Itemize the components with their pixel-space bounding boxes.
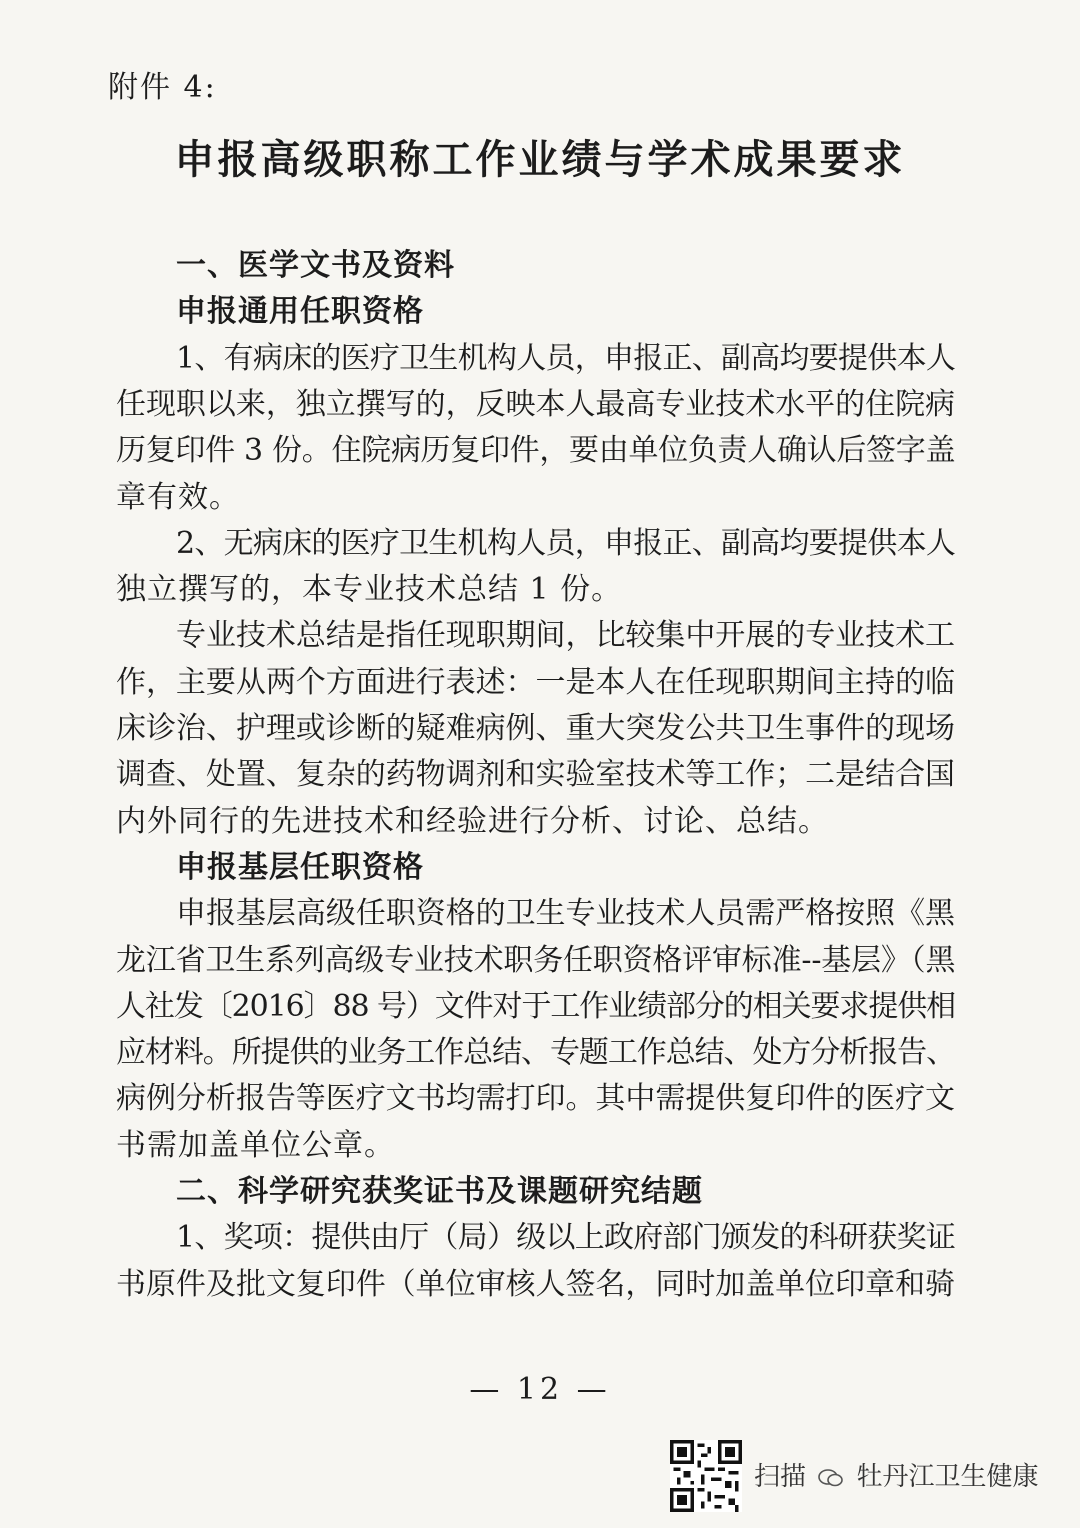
section-heading: 申报基层任职资格 bbox=[176, 849, 424, 885]
body-text-line: 独立撰写的，本专业技术总结 1 份。 bbox=[116, 572, 623, 608]
body-text-line: 章有效。 bbox=[116, 479, 240, 515]
body-text-line: 病例分析报告等医疗文书均需打印。其中需提供复印件的医疗文 bbox=[116, 1081, 955, 1117]
qr-code-icon bbox=[670, 1440, 742, 1512]
body-text-line: 作，主要从两个方面进行表述：一是本人在任现职期间主持的临 bbox=[116, 664, 955, 700]
section-heading: 一、医学文书及资料 bbox=[176, 248, 455, 283]
section-heading: 申报通用任职资格 bbox=[176, 294, 424, 330]
body-text-line: 内外同行的先进技术和经验进行分析、讨论、总结。 bbox=[116, 803, 829, 839]
body-text-line: 2、无病床的医疗卫生机构人员，申报正、副高均要提供本人 bbox=[176, 525, 956, 561]
body-text-line: 人社发〔2016〕88 号）文件对于工作业绩部分的相关要求提供相 bbox=[116, 988, 956, 1024]
footer-scan-text: 扫描 bbox=[754, 1462, 807, 1492]
body-text-line: 历复印件 3 份。住院病历复印件，要由单位负责人确认后签字盖 bbox=[116, 433, 956, 469]
body-text-line: 任现职以来，独立撰写的，反映本人最高专业技术水平的住院病 bbox=[116, 386, 955, 422]
body-text-line: 龙江省卫生系列高级专业技术职务任职资格评审标准--基层》（黑 bbox=[116, 942, 956, 978]
page-title: 申报高级职称工作业绩与学术成果要求 bbox=[174, 137, 906, 183]
footer-account-text: 牡丹江卫生健康 bbox=[856, 1462, 1039, 1492]
body-text-line: 专业技术总结是指任现职期间，比较集中开展的专业技术工 bbox=[176, 618, 955, 654]
body-text-line: 1、奖项：提供由厅（局）级以上政府部门颁发的科研获奖证 bbox=[176, 1220, 956, 1256]
body-text-line: 书原件及批文复印件（单位审核人签名，同时加盖单位印章和骑 bbox=[116, 1266, 955, 1302]
body-text-line: 应材料。所提供的业务工作总结、专题工作总结、处方分析报告、 bbox=[116, 1035, 955, 1071]
section-heading: 二、科学研究获奖证书及课题研究结题 bbox=[176, 1174, 703, 1209]
body-text-line: 调查、处置、复杂的药物调剂和实验室技术等工作；二是结合国 bbox=[116, 757, 955, 793]
page-number: — 12 — bbox=[469, 1372, 611, 1407]
body-text-line: 申报基层高级任职资格的卫生专业技术人员需严格按照《黑 bbox=[176, 896, 955, 932]
body-text-line: 书需加盖单位公章。 bbox=[116, 1127, 395, 1163]
attachment-label: 附件 4: bbox=[108, 70, 217, 105]
wechat-icon bbox=[818, 1468, 844, 1488]
body-text-line: 1、有病床的医疗卫生机构人员，申报正、副高均要提供本人 bbox=[176, 340, 956, 376]
body-text-line: 床诊治、护理或诊断的疑难病例、重大突发公共卫生事件的现场 bbox=[116, 711, 955, 746]
footer-watermark bbox=[754, 1456, 1039, 1493]
